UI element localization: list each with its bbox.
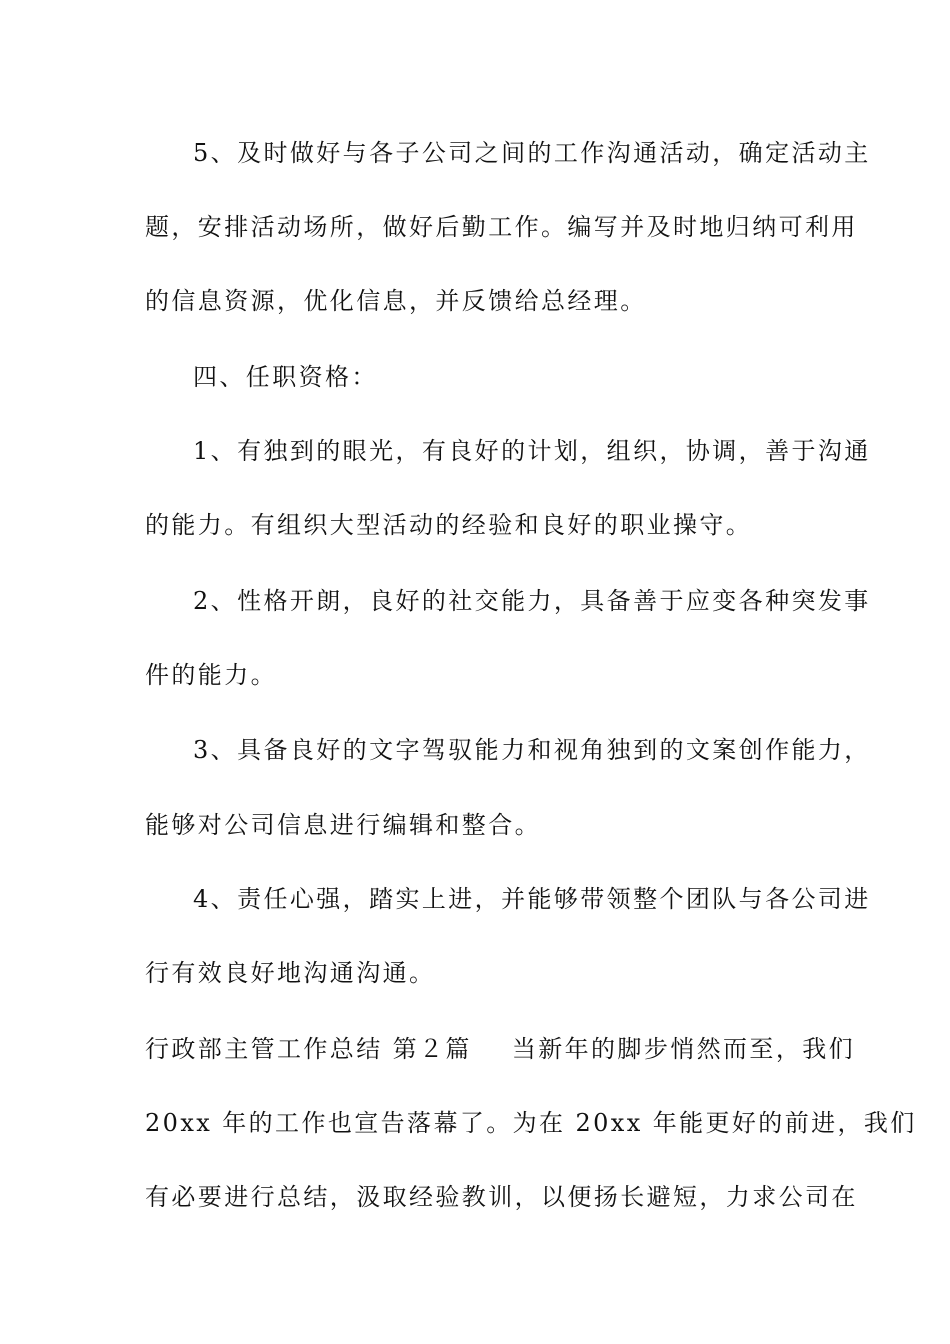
section-title-line (145, 1034, 856, 1064)
paragraph-line: 1、有独到的眼光，有良好的计划，组织，协调，善于沟通 (193, 437, 871, 465)
section-heading: 四、任职资格： (193, 363, 378, 391)
section-intro: 当新年的脚步悄然而至，我们 (511, 1035, 856, 1063)
paragraph-line: 件的能力。 (145, 661, 277, 689)
paragraph-line: 有必要进行总结，汲取经验教训，以便扬长避短，力求公司在 (145, 1183, 858, 1211)
section-title: 行政部主管工作总结 第２篇 (145, 1035, 472, 1063)
paragraph-line: 的信息资源，优化信息，并反馈给总经理。 (145, 287, 647, 315)
paragraph-line: 3、具备良好的文字驾驭能力和视角独到的文案创作能力， (193, 736, 871, 764)
paragraph-line: 题，安排活动场所，做好后勤工作。编写并及时地归纳可利用 (145, 213, 858, 241)
paragraph-line: 4、责任心强，踏实上进，并能够带领整个团队与各公司进 (193, 885, 871, 913)
paragraph-line: 能够对公司信息进行编辑和整合。 (145, 811, 541, 839)
paragraph-line: 行有效良好地沟通沟通。 (145, 959, 436, 987)
paragraph-line: 5、及时做好与各子公司之间的工作沟通活动，确定活动主 (193, 139, 871, 167)
paragraph-line: 的能力。有组织大型活动的经验和良好的职业操守。 (145, 511, 753, 539)
paragraph-line: 20xx 年的工作也宣告落幕了。为在 20xx 年能更好的前进，我们 (145, 1109, 917, 1137)
paragraph-line: 2、性格开朗，良好的社交能力，具备善于应变各种突发事 (193, 587, 871, 615)
